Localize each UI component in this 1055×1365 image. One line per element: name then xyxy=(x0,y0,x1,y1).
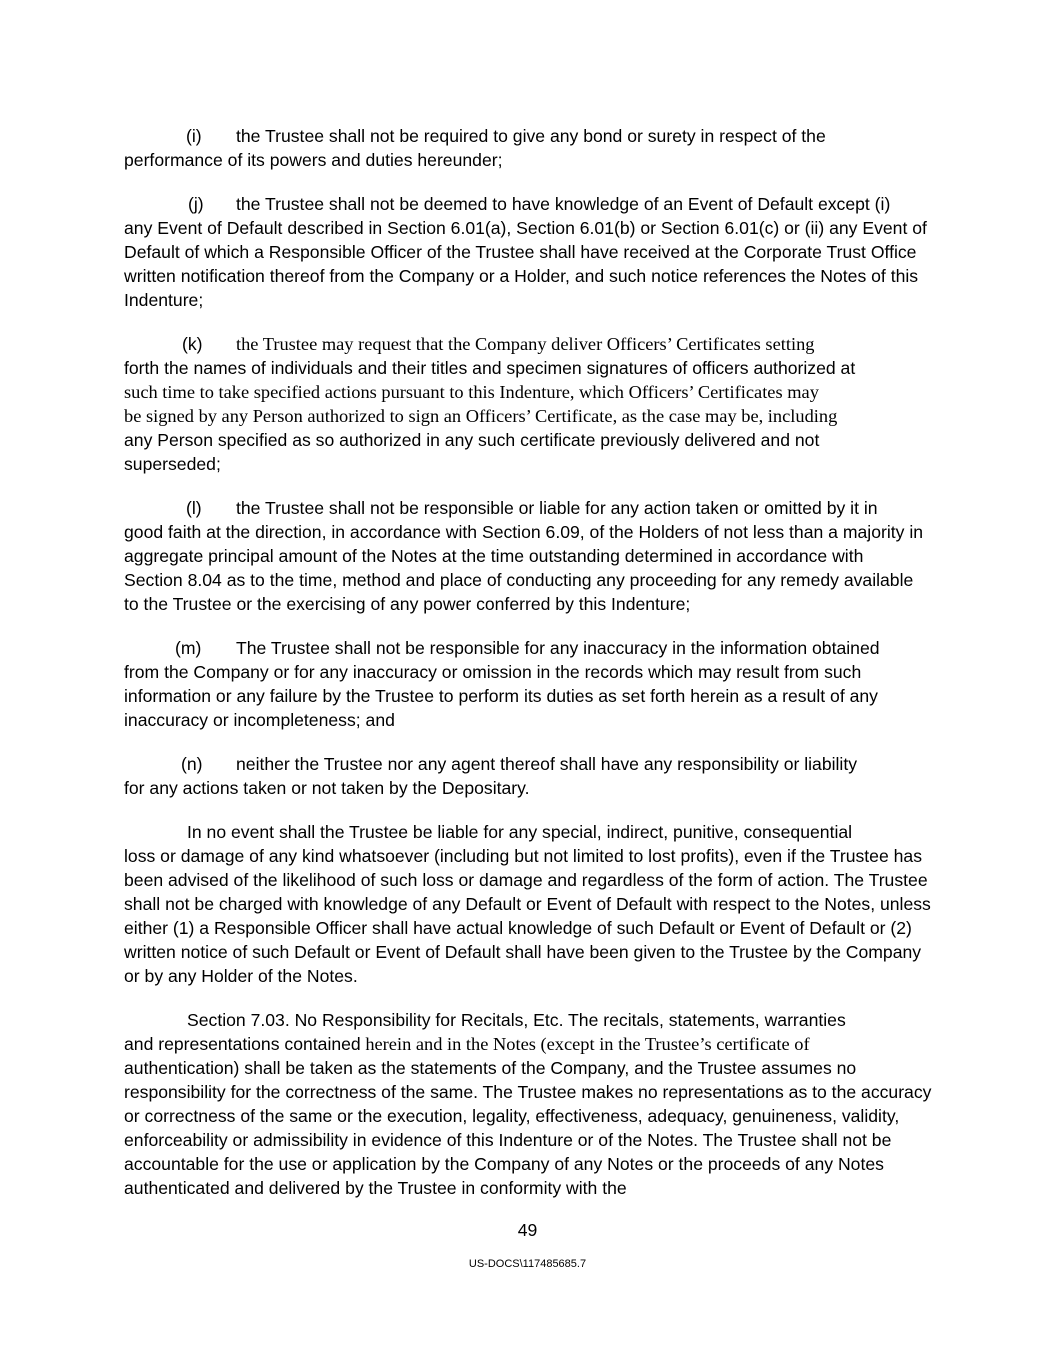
paragraph-text: any Person specified as so authorized in any such certificate previously delivered and not xyxy=(124,430,820,450)
paragraph-text: authentication) shall be taken as the statements of the Company, and the Trustee assumes no responsibility for the correctness of the same. The Trustee makes no representations as to the accuracy or correctness of the same or the execution, legality, effectiveness, adequacy, genuineness, validity, enforceability or admissibility in evidence of this Indenture or of the Notes. The Trustee shall not be accountable for the use or application by the Company of any Notes or the proceeds of any Notes authenticated and delivered by the Trustee in conformity with the xyxy=(124,1058,932,1198)
paragraph-j xyxy=(124,192,946,312)
paragraph-text: herein and in the Notes (except in the Trustee’s certificate of xyxy=(360,1034,810,1054)
paragraph-k xyxy=(124,332,942,476)
paragraph-i xyxy=(124,124,942,172)
section-7-03 xyxy=(124,1008,946,1200)
document-id: US-DOCS\117485685.7 xyxy=(468,1258,587,1270)
paragraph-text: loss or damage of any kind whatsoever (including but not limited to lost profits), even if the Trustee has been advised of the likelihood of such loss or damage and regardless of the form of action. The Trustee shall not be charged with knowledge of any Default or Event of Default with respect to the Notes, unless either (1) a Responsible Officer shall have actual knowledge of such Default or Event of Default or (2) written notice of such Default or Event of Default shall have been given to the Trustee by the Company or by any Holder of the Notes. xyxy=(124,846,931,986)
paragraph-text: the Trustee shall not be deemed to have knowledge of an Event of Default except (i) xyxy=(236,194,891,214)
page-number: 49 xyxy=(517,1220,538,1240)
paragraph-text: good faith at the direction, in accordance with Section 6.09, of the Holders of not less than a majority in aggregate principal amount of the Notes at the time outstanding determined in accordance with Section 8.04 as to the time, method and place of conducting any proceeding for any remedy available to the Trustee or the exercising of any power conferred by this Indenture; xyxy=(124,522,924,614)
paragraph-text: for any actions taken or not taken by the Depositary. xyxy=(124,778,530,798)
paragraph-text: from the Company or for any inaccuracy or omission in the records which may result from such information or any failure by the Trustee to perform its duties as set forth herein as a result of any inaccuracy or incompleteness; and xyxy=(124,662,878,730)
paragraph-text: forth the names of individuals and their titles and specimen signatures of officers authorized at xyxy=(124,358,856,378)
paragraph-text: be signed by any Person authorized to sign an Officers’ Certificate, as the case may be, including xyxy=(124,406,838,426)
paragraph-text: The Trustee shall not be responsible for any inaccuracy in the information obtained xyxy=(236,638,880,658)
section-heading-text: Section 7.03. No Responsibility for Recitals, Etc. The recitals, statements, warranties xyxy=(187,1010,846,1030)
paragraph-label: (n) xyxy=(181,754,203,774)
paragraph-text: the Trustee may request that the Company deliver Officers’ Certificates setting xyxy=(236,334,815,354)
paragraph-text: neither the Trustee nor any agent thereof shall have any responsibility or liability xyxy=(236,754,858,774)
paragraph-label: (j) xyxy=(188,194,204,214)
paragraph-label: (l) xyxy=(186,498,202,518)
paragraph-n xyxy=(124,752,942,800)
paragraph-m xyxy=(124,636,942,732)
paragraph-no-event xyxy=(124,820,932,988)
paragraph-text: any Event of Default described in Section 6.01(a), Section 6.01(b) or Section 6.01(c) or (ii) any Event of Default of which a Responsible Officer of the Trustee shall have received at the Corporate Trust Office written notification thereof from the Company or a Holder, and such notice references the Notes of this Indenture; xyxy=(124,218,927,310)
paragraph-text: In no event shall the Trustee be liable for any special, indirect, punitive, consequential xyxy=(187,822,853,842)
paragraph-text: and representations contained xyxy=(124,1034,361,1054)
paragraph-text: the Trustee shall not be required to give any bond or surety in respect of the xyxy=(236,126,826,146)
paragraph-label: (k) xyxy=(182,334,203,354)
paragraph-text: such time to take specified actions pursuant to this Indenture, which Officers’ Certificates may xyxy=(124,382,819,402)
paragraph-label: (m) xyxy=(175,638,202,658)
paragraph-text: performance of its powers and duties hereunder; xyxy=(124,150,503,170)
paragraph-label: (i) xyxy=(186,126,202,146)
paragraph-text: superseded; xyxy=(124,454,221,474)
paragraph-text: the Trustee shall not be responsible or liable for any action taken or omitted by it in xyxy=(236,498,878,518)
paragraph-l xyxy=(124,496,926,616)
